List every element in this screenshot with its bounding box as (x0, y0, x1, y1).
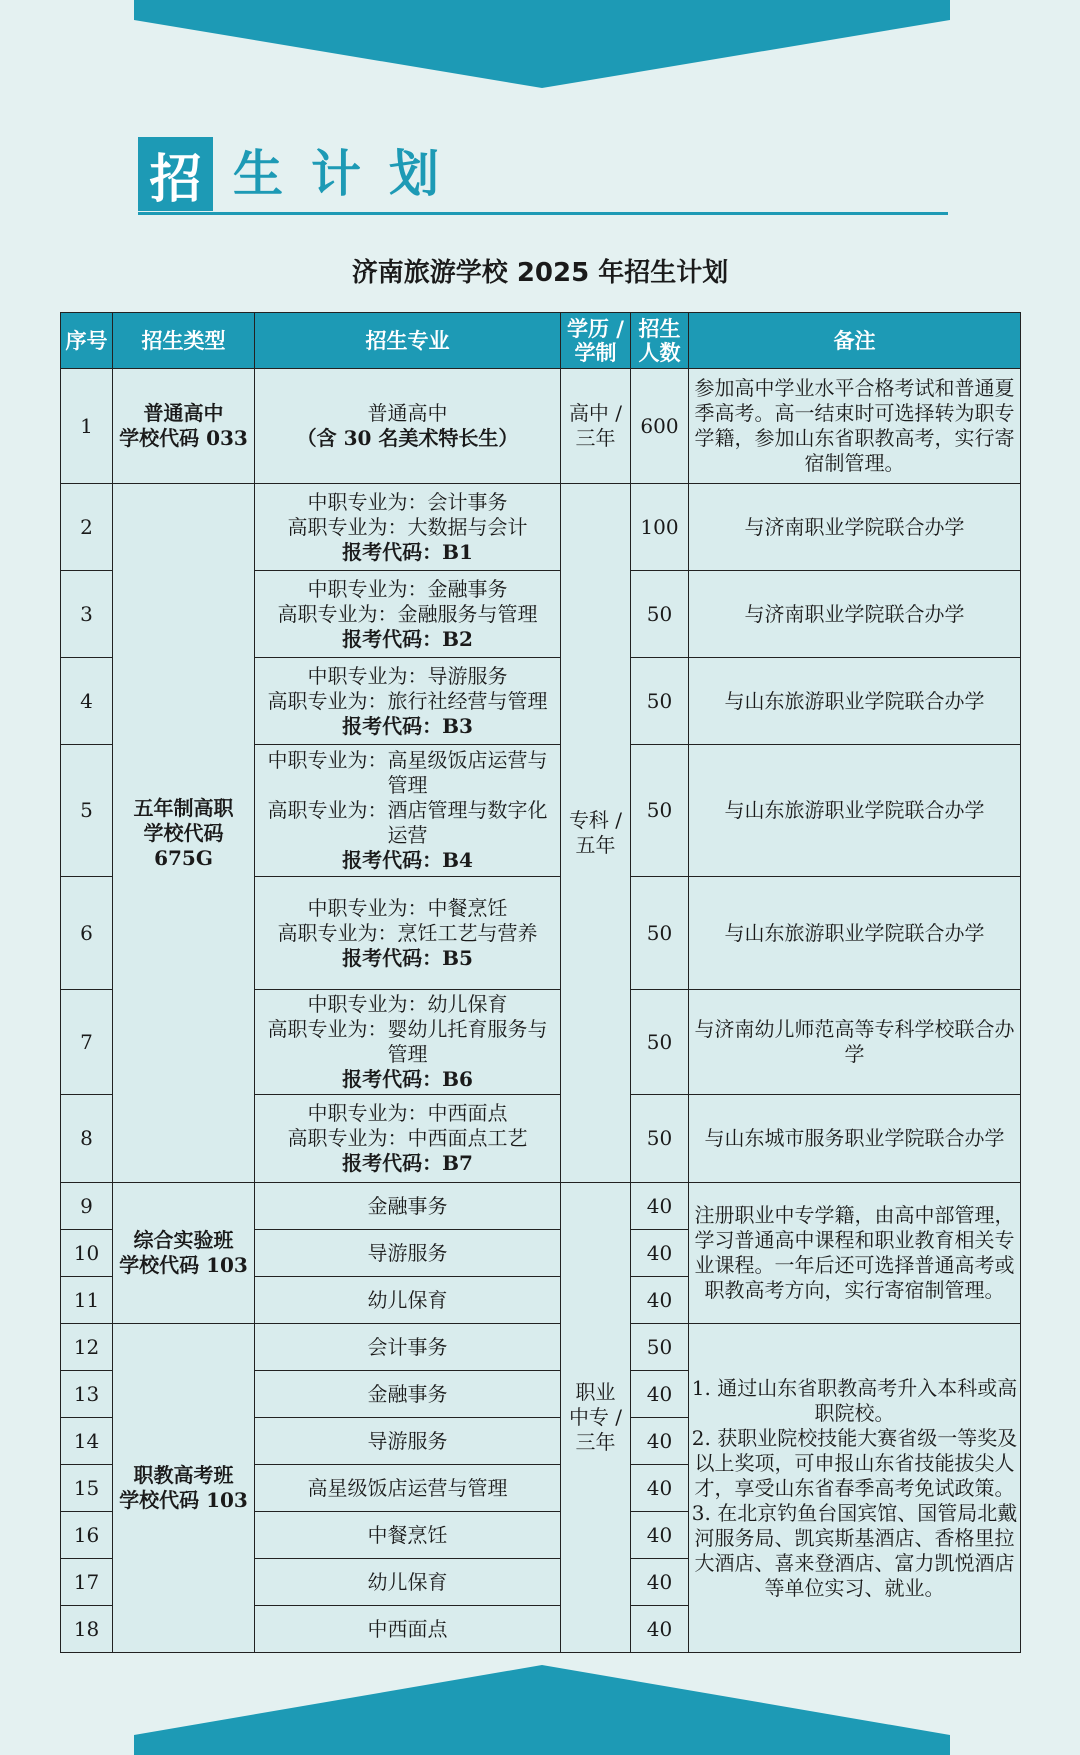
table-row (61, 484, 1021, 571)
major-cell: 导游服务 (255, 1418, 561, 1465)
note-cell: 与山东城市服务职业学院联合办学 (689, 1095, 1021, 1183)
note-cell: 与济南职业学院联合办学 (689, 484, 1021, 571)
row-no: 16 (61, 1512, 113, 1559)
type-cell: 普通高中 学校代码 033 (113, 369, 255, 484)
major-cell: 金融事务 (255, 1371, 561, 1418)
note-cell: 参加高中学业水平合格考试和普通夏季高考。高一结束时可选择转为职专学籍，参加山东省职教高考，实行寄宿制管理。 (689, 369, 1021, 484)
row-no: 17 (61, 1559, 113, 1606)
note-cell: 与济南幼儿师范高等专科学校联合办学 (689, 990, 1021, 1095)
row-no: 12 (61, 1324, 113, 1371)
table-header-row (61, 313, 1021, 369)
heading-rest: 生计划 (233, 144, 467, 203)
header-count: 招生人数 (631, 313, 689, 369)
major-cell: 普通高中 （含 30 名美术特长生） (255, 369, 561, 484)
count-cell: 40 (631, 1277, 689, 1324)
row-no: 11 (61, 1277, 113, 1324)
count-cell: 40 (631, 1465, 689, 1512)
major-cell: 幼儿保育 (255, 1559, 561, 1606)
header-major: 招生专业 (255, 313, 561, 369)
table-row (61, 1183, 1021, 1230)
row-no: 6 (61, 877, 113, 990)
heading-first-char: 招 (138, 137, 213, 211)
row-no: 3 (61, 571, 113, 658)
row-no: 18 (61, 1606, 113, 1653)
row-no: 15 (61, 1465, 113, 1512)
major-cell: 中西面点 (255, 1606, 561, 1653)
header-no: 序号 (61, 313, 113, 369)
row-no: 13 (61, 1371, 113, 1418)
count-cell: 50 (631, 658, 689, 745)
major-cell: 中职专业为：中餐烹饪 高职专业为：烹饪工艺与营养 报考代码：B5 (255, 877, 561, 990)
row-no: 1 (61, 369, 113, 484)
count-cell: 50 (631, 990, 689, 1095)
row-no: 8 (61, 1095, 113, 1183)
major-cell: 导游服务 (255, 1230, 561, 1277)
header-note: 备注 (689, 313, 1021, 369)
edu-cell-five-year: 专科 / 五年 (561, 484, 631, 1183)
count-cell: 40 (631, 1371, 689, 1418)
major-cell: 中职专业为：金融事务 高职专业为：金融服务与管理 报考代码：B2 (255, 571, 561, 658)
note-cell: 与济南职业学院联合办学 (689, 571, 1021, 658)
row-no: 7 (61, 990, 113, 1095)
note-cell: 与山东旅游职业学院联合办学 (689, 658, 1021, 745)
table-row (61, 369, 1021, 484)
major-cell: 中餐烹饪 (255, 1512, 561, 1559)
count-cell: 50 (631, 745, 689, 877)
major-cell: 中职专业为：高星级饭店运营与 管理 高职专业为：酒店管理与数字化 运营 报考代码：B4 (255, 745, 561, 877)
major-cell: 幼儿保育 (255, 1277, 561, 1324)
table-title: 济南旅游学校 2025 年招生计划 (351, 258, 729, 288)
edu-cell: 高中 / 三年 (561, 369, 631, 484)
edu-cell-vocational: 职业 中专 / 三年 (561, 1183, 631, 1653)
note-cell: 与山东旅游职业学院联合办学 (689, 745, 1021, 877)
major-cell: 中职专业为：中西面点 高职专业为：中西面点工艺 报考代码：B7 (255, 1095, 561, 1183)
major-cell: 中职专业为：会计事务 高职专业为：大数据与会计 报考代码：B1 (255, 484, 561, 571)
count-cell: 50 (631, 1095, 689, 1183)
count-cell: 40 (631, 1559, 689, 1606)
major-cell: 高星级饭店运营与管理 (255, 1465, 561, 1512)
top-banner-decoration (0, 0, 1080, 95)
count-cell: 40 (631, 1606, 689, 1653)
row-no: 9 (61, 1183, 113, 1230)
major-cell: 中职专业为：导游服务 高职专业为：旅行社经营与管理 报考代码：B3 (255, 658, 561, 745)
row-no: 14 (61, 1418, 113, 1465)
row-no: 10 (61, 1230, 113, 1277)
header-edu: 学历 / 学制 (561, 313, 631, 369)
section-heading (138, 137, 948, 215)
type-cell-vocational-exam: 职教高考班 学校代码 103 (113, 1324, 255, 1653)
bottom-banner-decoration (0, 1660, 1080, 1755)
row-no: 5 (61, 745, 113, 877)
table-row (61, 1324, 1021, 1371)
major-cell: 中职专业为：幼儿保育 高职专业为：婴幼儿托育服务与 管理 报考代码：B6 (255, 990, 561, 1095)
type-cell-comprehensive: 综合实验班 学校代码 103 (113, 1183, 255, 1324)
row-no: 4 (61, 658, 113, 745)
count-cell: 40 (631, 1230, 689, 1277)
major-cell: 金融事务 (255, 1183, 561, 1230)
count-cell: 50 (631, 571, 689, 658)
note-cell-vocational-exam: 1. 通过山东省职教高考升入本科或高职院校。 2. 获职业院校技能大赛省级一等奖及以上奖项，可申报山东省技能拔尖人才，享受山东省春季高考免试政策。 3. 在北京钓鱼台国宾馆、国管局北戴河服务局、凯宾斯基酒店、香格里拉大酒店、喜来登酒店、富力凯悦酒店等单位实习、就业。 (689, 1324, 1021, 1653)
count-cell: 600 (631, 369, 689, 484)
note-cell: 与山东旅游职业学院联合办学 (689, 877, 1021, 990)
count-cell: 40 (631, 1183, 689, 1230)
note-cell-comprehensive: 注册职业中专学籍，由高中部管理，学习普通高中课程和职业教育相关专业课程。一年后还可选择普通高考或职教高考方向，实行寄宿制管理。 (689, 1183, 1021, 1324)
count-cell: 40 (631, 1512, 689, 1559)
count-cell: 50 (631, 877, 689, 990)
row-no: 2 (61, 484, 113, 571)
header-type: 招生类型 (113, 313, 255, 369)
count-cell: 40 (631, 1418, 689, 1465)
count-cell: 100 (631, 484, 689, 571)
type-cell-five-year: 五年制高职 学校代码 675G (113, 484, 255, 1183)
count-cell: 50 (631, 1324, 689, 1371)
enrollment-plan-table (60, 312, 1021, 1653)
major-cell: 会计事务 (255, 1324, 561, 1371)
